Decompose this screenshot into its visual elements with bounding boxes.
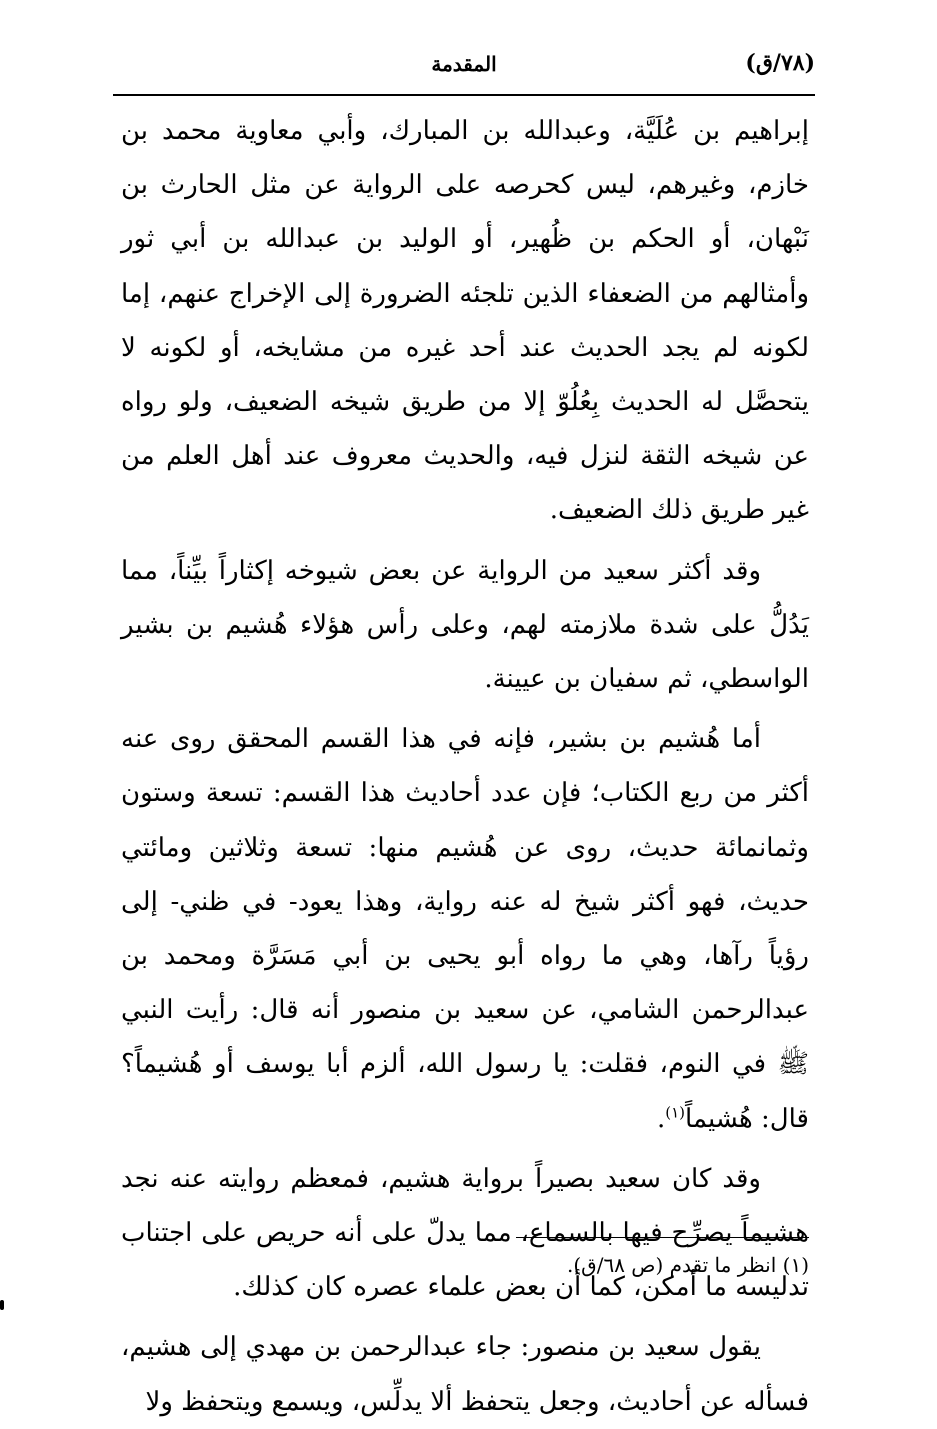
scan-artifact bbox=[0, 1300, 4, 1310]
paragraph-text: أما هُشيم بن بشير، فإنه في هذا القسم المحقق روى عنه أكثر من ربع الكتاب؛ فإن عدد أحاديث هذا القسم: تسعة وستون وثمانمائة حديث، روى عن هُشيم منها: تسعة وثلاثين ومائتي حديث، فهو أكثر شيخ له عنه رواية، وهذا يعود- في ظني- إلى رؤياً رآها، وهي ما رواه أبو يحيى بن أبي مَسَرَّة ومحمد بن عبدالرحمن الشامي، عن سعيد بن منصور أنه قال: رأيت النبي ﷺ في النوم، فقلت: يا رسول الله، ألزم أبا يوسف أو هُشيماً؟ قال: هُشيماً bbox=[121, 724, 809, 1134]
paragraph: إبراهيم بن عُلَيَّة، وعبدالله بن المبارك، وأبي معاوية محمد بن خازم، وغيرهم، ليس كحرصه على الرواية عن مثل الحارث بن نَبْهان، أو الحكم بن ظُهير، أو الوليد بن عبدالله بن أبي ثور وأمثالهم من الضعفاء الذين تلجئه الضرورة إلى الإخراج عنهم، إما لكونه لم يجد الحديث عند أحد غيره من مشايخه، أو لكونه لا يتحصَّل له الحديث بِعُلُوّ إلا من طريق شيخه الضعيف، ولو رواه عن شيخه الثقة لنزل فيه، والحديث معروف عند أهل العلم من غير طريق ذلك الضعيف. bbox=[121, 116, 809, 526]
page-number: (٧٨/ق) bbox=[745, 50, 815, 76]
paragraph: يقول سعيد بن منصور: جاء عبدالرحمن بن مهدي إلى هشيم، فسأله عن أحاديث، وجعل يتحفظ ألا يدلِّس، ويسمع ويتحفظ ولا bbox=[121, 1332, 809, 1417]
footnote-rule bbox=[516, 1237, 809, 1238]
paragraph: وقد كان سعيد بصيراً برواية هشيم، فمعظم روايته عنه نجد هشيماً يصرِّح فيها بالسماع، مما يدلّ على أنه حريص على اجتناب تدليسه ما أمكن، كما أن بعض علماء عصره كان كذلك. bbox=[121, 1163, 809, 1303]
header-rule bbox=[113, 94, 815, 96]
paragraph-end: . bbox=[656, 1103, 666, 1134]
page-body bbox=[121, 104, 809, 1429]
running-title: المقدمة bbox=[431, 52, 497, 76]
footnote-reference: (١) bbox=[665, 1103, 686, 1121]
footnote: (١) انظر ما تقدم (ص ٦٨/ق). bbox=[567, 1253, 809, 1277]
paragraph bbox=[121, 712, 809, 1146]
paragraph: وقد أكثر سعيد من الرواية عن بعض شيوخه إكثاراً بيِّناً، مما يَدُلُّ على شدة ملازمته لهم، وعلى رأس هؤلاء هُشيم بن بشير الواسطي، ثم سفيان بن عيينة. bbox=[121, 555, 809, 695]
page-header bbox=[113, 46, 815, 90]
